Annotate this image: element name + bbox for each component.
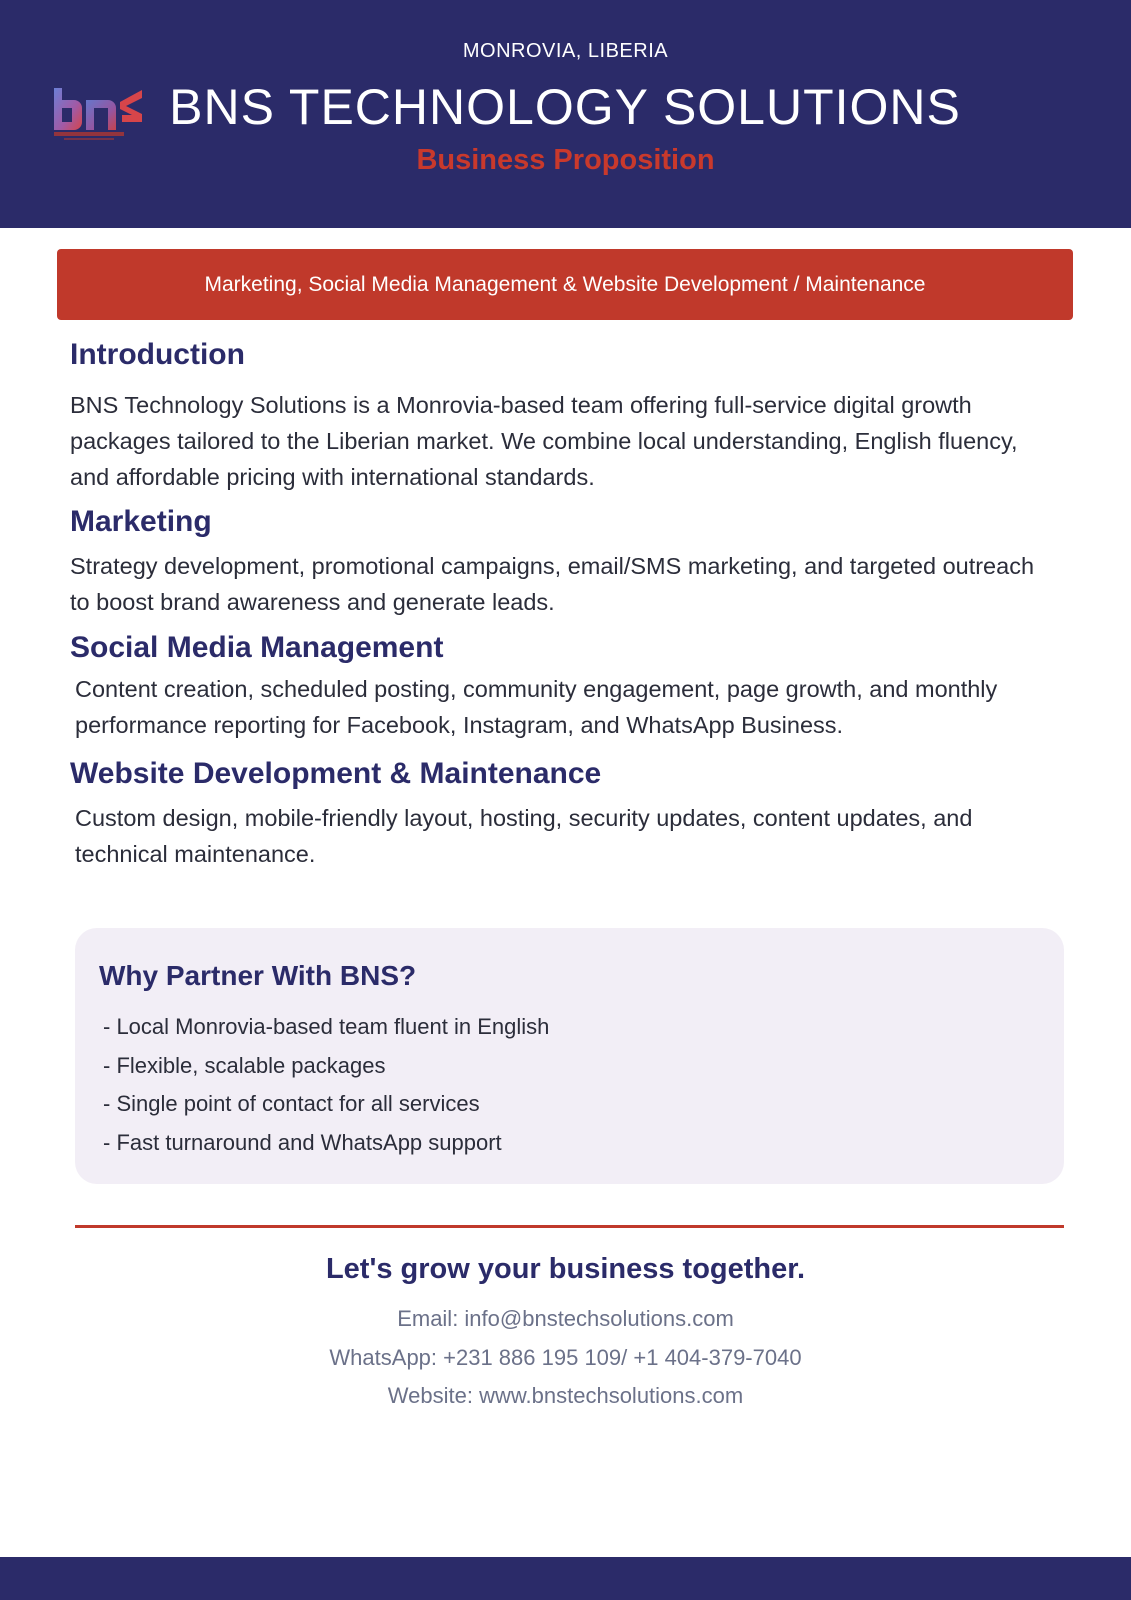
contact-whatsapp[interactable]: WhatsApp: +231 886 195 109/ +1 404-379-7040 — [329, 1345, 802, 1370]
list-item: - Local Monrovia-based team fluent in English — [103, 1014, 550, 1039]
section-text-social-media: Content creation, scheduled posting, community engagement, page growth, and monthly performance reporting for Facebook, Instagram, and WhatsApp Business. — [75, 676, 998, 738]
services-banner: Marketing, Social Media Management & Website Development / Maintenance — [57, 249, 1073, 320]
section-text-marketing: Strategy development, promotional campaigns, email/SMS marketing, and targeted outreach to boost brand awareness and generate leads. — [70, 553, 1035, 615]
call-to-action: Let's grow your business together. — [325, 1253, 806, 1285]
section-heading-social-media: Social Media Management — [70, 631, 444, 664]
list-item: - Fast turnaround and WhatsApp support — [103, 1129, 502, 1155]
contact-email[interactable]: Email: info@bnstechsolutions.com — [397, 1306, 734, 1331]
why-partner-box — [75, 928, 1064, 1184]
document-subtitle: Business Proposition — [416, 144, 715, 176]
list-item: - Single point of contact for all services — [103, 1091, 480, 1116]
list-item: - Flexible, scalable packages — [103, 1052, 386, 1078]
why-partner-list — [103, 1012, 549, 1166]
footer-divider — [75, 1225, 1064, 1228]
section-text-introduction: BNS Technology Solutions is a Monrovia-based team offering full-service digital growth packages tailored to the Liberian market. We combine local understanding, English fluency, and affordable pricing with international standards. — [70, 392, 1018, 490]
section-heading-marketing: Marketing — [70, 505, 212, 538]
section-heading-introduction: Introduction — [70, 338, 245, 371]
footer-bar — [0, 1557, 1131, 1600]
why-partner-title: Why Partner With BNS? — [99, 960, 417, 991]
company-title: BNS TECHNOLOGY SOLUTIONS — [169, 79, 961, 135]
header — [0, 0, 1131, 228]
location-label: MONROVIA, LIBERIA — [462, 40, 669, 62]
section-text-website: Custom design, mobile-friendly layout, hosting, security updates, content updates, and technical maintenance. — [75, 805, 973, 867]
section-heading-website: Website Development & Maintenance — [70, 757, 602, 790]
contact-website[interactable]: Website: www.bnstechsolutions.com — [387, 1383, 744, 1408]
